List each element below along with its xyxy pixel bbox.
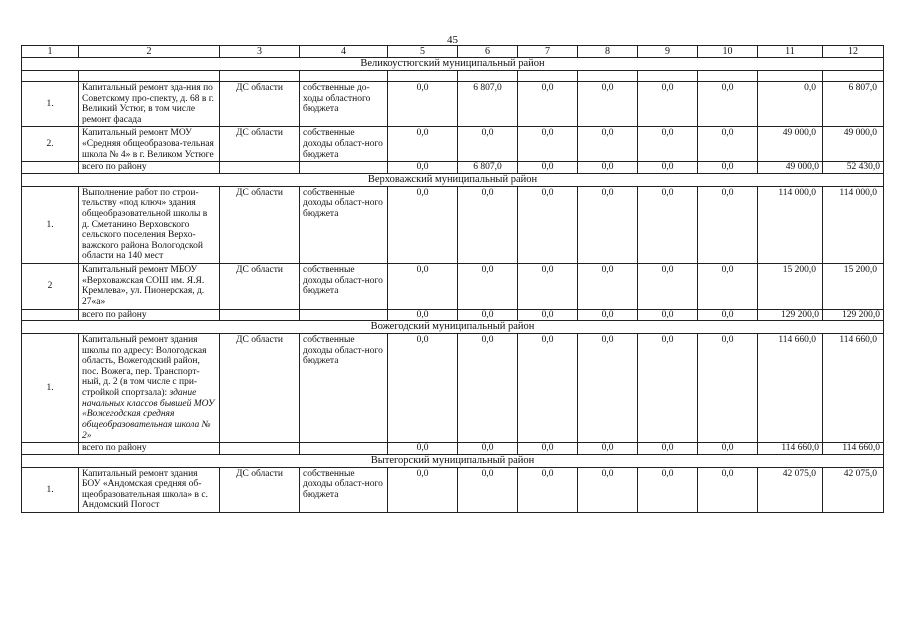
- table-row: [22, 186, 884, 263]
- value-cell: 0,0: [578, 81, 638, 127]
- empty-cell: [758, 70, 823, 81]
- value-cell: 0,0: [578, 127, 638, 162]
- column-header: 11: [758, 46, 823, 58]
- total-value: 129 200,0: [758, 309, 823, 321]
- total-label: всего по району: [79, 443, 220, 455]
- value-cell: 0,0: [638, 333, 698, 442]
- total-value: 52 430,0: [823, 162, 884, 174]
- value-cell: 0,0: [458, 467, 518, 513]
- funding-source: ДС области: [220, 467, 300, 513]
- empty-cell: [220, 443, 300, 455]
- total-row: [22, 309, 884, 321]
- empty-cell: [22, 162, 79, 174]
- object-description: [79, 467, 220, 513]
- row-number: 2: [22, 264, 79, 310]
- value-cell: 114 000,0: [823, 186, 884, 263]
- value-cell: 0,0: [518, 81, 578, 127]
- empty-cell: [79, 70, 220, 81]
- column-header-row: [22, 46, 884, 58]
- description-text: Капитальный ремонт МБОУ «Верховажская СОШ им. Я.Я. Кремлева», ул. Пионерская, д. 27«а»: [82, 265, 205, 307]
- value-cell: 0,0: [698, 81, 758, 127]
- value-cell: 0,0: [638, 186, 698, 263]
- empty-cell: [458, 70, 518, 81]
- empty-cell: [220, 309, 300, 321]
- total-value: 49 000,0: [758, 162, 823, 174]
- description-text: Капитальный ремонт здания школы по адресу: Вологодская область, Вожегодский район, пос. Вожега, пер. Транспорт-ный, д. 2 (в том числе с при-стройкой спортзала):: [82, 334, 207, 399]
- financing-type: собственные до-ходы областного бюджета: [300, 81, 388, 127]
- table-row: [22, 333, 884, 442]
- empty-cell: [638, 70, 698, 81]
- row-number: 1.: [22, 81, 79, 127]
- financing-type: собственные доходы област-ного бюджета: [300, 333, 388, 442]
- empty-cell: [300, 443, 388, 455]
- value-cell: 49 000,0: [823, 127, 884, 162]
- value-cell: 114 660,0: [758, 333, 823, 442]
- table-row: [22, 127, 884, 162]
- total-label: всего по району: [79, 309, 220, 321]
- page-number: 45: [447, 34, 458, 46]
- region-row: [22, 173, 884, 186]
- column-header: 12: [823, 46, 884, 58]
- total-value: 0,0: [698, 162, 758, 174]
- empty-cell: [220, 162, 300, 174]
- total-value: 0,0: [388, 309, 458, 321]
- value-cell: 0,0: [638, 81, 698, 127]
- column-header: 9: [638, 46, 698, 58]
- total-value: 129 200,0: [823, 309, 884, 321]
- value-cell: 0,0: [518, 467, 578, 513]
- description-text: Капитальный ремонт здания БОУ «Андомская средняя об-щеобразовательная школа» в с. Андомский Погост: [82, 468, 208, 511]
- object-description: [79, 333, 220, 442]
- value-cell: 42 075,0: [823, 467, 884, 513]
- region-name: Вытегорский муниципальный район: [22, 454, 884, 467]
- object-description: [79, 127, 220, 162]
- column-header: 5: [388, 46, 458, 58]
- value-cell: 0,0: [578, 264, 638, 310]
- value-cell: 0,0: [578, 467, 638, 513]
- total-value: 0,0: [388, 443, 458, 455]
- description-text: Капитальный ремонт зда-ния по Советскому про-спекту, д. 68 в г. Великий Устюг, в том числе ремонт фасада: [82, 82, 214, 125]
- total-value: 114 660,0: [823, 443, 884, 455]
- column-header: 10: [698, 46, 758, 58]
- row-number: 1.: [22, 333, 79, 442]
- value-cell: 0,0: [388, 264, 458, 310]
- value-cell: 0,0: [458, 333, 518, 442]
- table-row: [22, 264, 884, 310]
- total-value: 0,0: [638, 443, 698, 455]
- empty-cell: [698, 70, 758, 81]
- column-header: 6: [458, 46, 518, 58]
- column-header: 1: [22, 46, 79, 58]
- value-cell: 0,0: [638, 467, 698, 513]
- table-row: [22, 467, 884, 513]
- financing-type: собственные доходы област-ного бюджета: [300, 264, 388, 310]
- description-text: Выполнение работ по строи-тельству «под ключ» здания общеобразовательной школы в д. Сметанино Верховского сельского поселения Верхо-важского района Вологодской области на 140 мест: [82, 187, 208, 262]
- object-description: [79, 264, 220, 310]
- value-cell: 0,0: [698, 264, 758, 310]
- value-cell: 0,0: [578, 333, 638, 442]
- funding-source: ДС области: [220, 186, 300, 263]
- row-number: 1.: [22, 186, 79, 263]
- value-cell: 0,0: [388, 186, 458, 263]
- total-value: 0,0: [518, 309, 578, 321]
- empty-cell: [388, 70, 458, 81]
- value-cell: 0,0: [388, 127, 458, 162]
- value-cell: 0,0: [518, 186, 578, 263]
- total-row: [22, 443, 884, 455]
- column-header: 3: [220, 46, 300, 58]
- value-cell: 6 807,0: [823, 81, 884, 127]
- total-value: 0,0: [698, 443, 758, 455]
- value-cell: 0,0: [458, 186, 518, 263]
- region-row: [22, 454, 884, 467]
- value-cell: 0,0: [638, 264, 698, 310]
- column-header: 2: [79, 46, 220, 58]
- funding-source: ДС области: [220, 81, 300, 127]
- region-row: [22, 321, 884, 334]
- empty-cell: [22, 443, 79, 455]
- total-value: 0,0: [578, 443, 638, 455]
- value-cell: 0,0: [638, 127, 698, 162]
- description-note: здание начальных классов бывшей МОУ «Вожегодская средняя общеобразовательная школа № 2»: [82, 388, 215, 441]
- total-value: 0,0: [388, 162, 458, 174]
- value-cell: 6 807,0: [458, 81, 518, 127]
- financing-type: собственные доходы област-ного бюджета: [300, 127, 388, 162]
- total-label: всего по району: [79, 162, 220, 174]
- total-value: 0,0: [458, 443, 518, 455]
- region-row: [22, 58, 884, 71]
- total-value: 0,0: [518, 162, 578, 174]
- object-description: [79, 81, 220, 127]
- row-number: 1.: [22, 467, 79, 513]
- value-cell: 0,0: [698, 186, 758, 263]
- value-cell: 0,0: [698, 127, 758, 162]
- value-cell: 0,0: [458, 127, 518, 162]
- funding-source: ДС области: [220, 127, 300, 162]
- value-cell: 114 000,0: [758, 186, 823, 263]
- empty-cell: [300, 309, 388, 321]
- financing-type: собственные доходы област-ного бюджета: [300, 186, 388, 263]
- total-value: 114 660,0: [758, 443, 823, 455]
- table-row: [22, 81, 884, 127]
- object-description: [79, 186, 220, 263]
- value-cell: 15 200,0: [823, 264, 884, 310]
- value-cell: 0,0: [388, 467, 458, 513]
- empty-cell: [578, 70, 638, 81]
- value-cell: 0,0: [698, 467, 758, 513]
- column-header: 4: [300, 46, 388, 58]
- value-cell: 49 000,0: [758, 127, 823, 162]
- empty-cell: [300, 70, 388, 81]
- value-cell: 0,0: [458, 264, 518, 310]
- value-cell: 0,0: [388, 81, 458, 127]
- row-number: 2.: [22, 127, 79, 162]
- empty-cell: [220, 70, 300, 81]
- total-value: 0,0: [638, 309, 698, 321]
- value-cell: 15 200,0: [758, 264, 823, 310]
- value-cell: 0,0: [518, 127, 578, 162]
- value-cell: 0,0: [388, 333, 458, 442]
- column-header: 7: [518, 46, 578, 58]
- value-cell: 0,0: [698, 333, 758, 442]
- total-value: 0,0: [578, 162, 638, 174]
- empty-cell: [823, 70, 884, 81]
- description-text: Капитальный ремонт МОУ «Средняя общеобразова-тельная школа № 4» в г. Великом Устюге: [82, 128, 214, 160]
- total-value: 0,0: [578, 309, 638, 321]
- value-cell: 0,0: [758, 81, 823, 127]
- empty-cell: [22, 70, 79, 81]
- funding-source: ДС области: [220, 333, 300, 442]
- budget-table: [21, 45, 884, 513]
- value-cell: 0,0: [518, 264, 578, 310]
- financing-type: собственные доходы област-ного бюджета: [300, 467, 388, 513]
- value-cell: 114 660,0: [823, 333, 884, 442]
- value-cell: 42 075,0: [758, 467, 823, 513]
- total-value: 0,0: [458, 309, 518, 321]
- total-value: 0,0: [698, 309, 758, 321]
- total-value: 0,0: [638, 162, 698, 174]
- empty-cell: [22, 309, 79, 321]
- total-row: [22, 162, 884, 174]
- region-name: Верховажский муниципальный район: [22, 173, 884, 186]
- total-value: 6 807,0: [458, 162, 518, 174]
- value-cell: 0,0: [578, 186, 638, 263]
- region-name: Вожегодский муниципальный район: [22, 321, 884, 334]
- value-cell: 0,0: [518, 333, 578, 442]
- total-value: 0,0: [518, 443, 578, 455]
- funding-source: ДС области: [220, 264, 300, 310]
- column-header: 8: [578, 46, 638, 58]
- empty-cell: [518, 70, 578, 81]
- empty-cell: [300, 162, 388, 174]
- spacer-row: [22, 70, 884, 81]
- region-name: Великоустюгский муниципальный район: [22, 58, 884, 71]
